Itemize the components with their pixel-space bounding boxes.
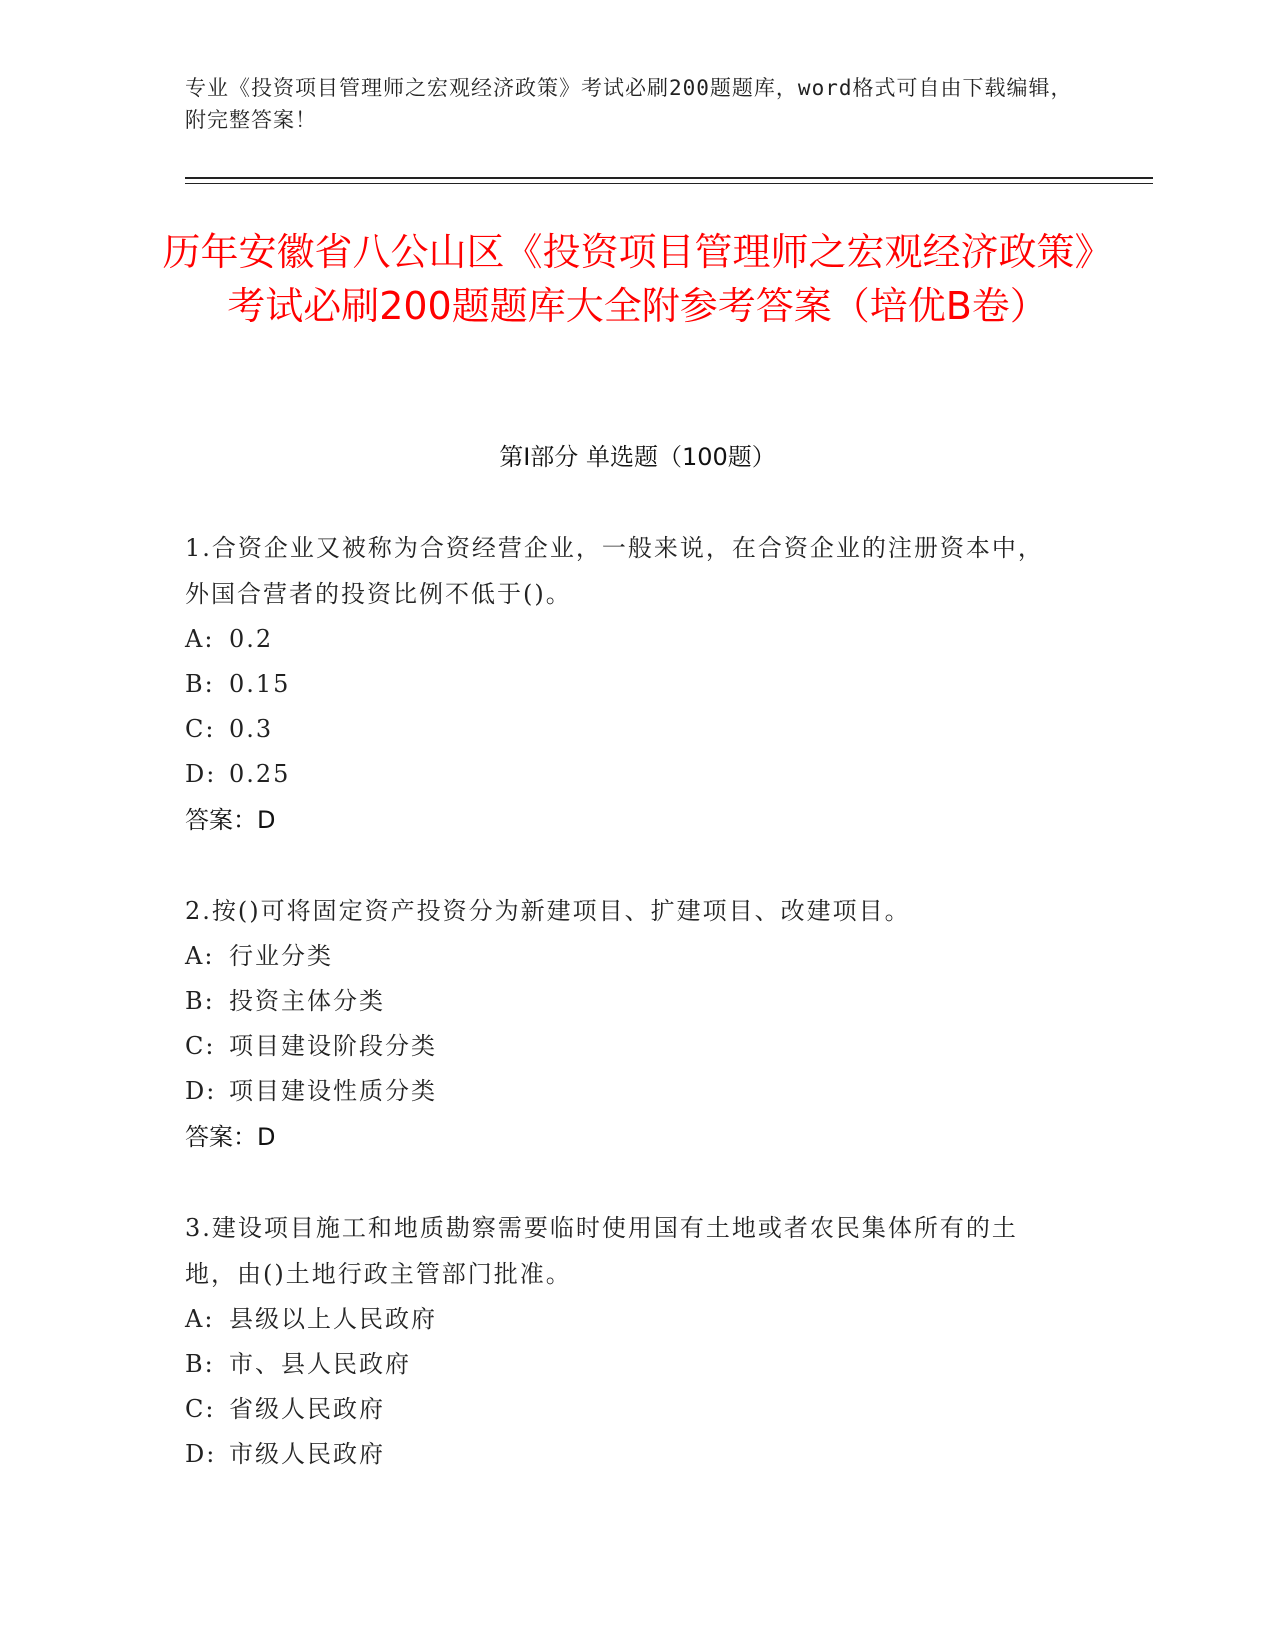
option-text: 项目建设性质分类 [229,1077,437,1105]
option-key: B: [185,987,215,1015]
option-a [185,1297,1065,1342]
option-key: D: [185,760,217,788]
option-key: C: [185,715,216,743]
question-list [185,525,1065,1522]
option-b [185,662,1065,707]
option-c [185,1387,1065,1432]
option-key: A: [185,1305,215,1333]
section-title: 第Ⅰ部分 单选题（100题） [499,443,776,471]
question-stem: 1.合资企业又被称为合资经营企业，一般来说，在合资企业的注册资本中，外国合营者的投资比例不低于()。 [185,534,1044,608]
option-text: 项目建设阶段分类 [229,1032,437,1060]
option-text: 0.2 [229,625,274,653]
answer-line: 答案：D [185,1123,276,1151]
option-b [185,979,1065,1024]
header-rule-thin [185,183,1153,184]
option-key: D: [185,1077,217,1105]
option-a [185,934,1065,979]
option-text: 0.25 [229,760,291,788]
option-text: 省级人民政府 [229,1395,385,1423]
option-d [185,1432,1065,1477]
question-item [185,1205,1065,1477]
option-key: A: [185,942,215,970]
option-c [185,707,1065,752]
option-key: C: [185,1395,216,1423]
option-b [185,1342,1065,1387]
option-key: B: [185,670,215,698]
question-stem: 3.建设项目施工和地质勘察需要临时使用国有土地或者农民集体所有的土地，由()土地行政主管部门批准。 [185,1214,1018,1288]
option-key: B: [185,1350,215,1378]
option-key: A: [185,625,215,653]
option-key: C: [185,1032,216,1060]
option-a [185,617,1065,662]
question-stem: 2.按()可将固定资产投资分为新建项目、扩建项目、改建项目。 [185,897,911,925]
option-key: D: [185,1440,217,1468]
option-text: 市、县人民政府 [229,1350,411,1378]
question-item [185,888,1065,1160]
option-d [185,1069,1065,1114]
option-c [185,1024,1065,1069]
option-text: 市级人民政府 [229,1440,385,1468]
option-text: 投资主体分类 [229,987,385,1015]
option-d [185,752,1065,797]
question-item [185,525,1065,843]
answer-line: 答案：D [185,806,276,834]
option-text: 0.15 [229,670,291,698]
document-title: 历年安徽省八公山区《投资项目管理师之宏观经济政策》考试必刷200题题库大全附参考答案（培优B卷） [162,230,1113,328]
header-rule-thick [185,177,1153,179]
option-text: 0.3 [229,715,274,743]
option-text: 县级以上人民政府 [229,1305,437,1333]
header-note: 专业《投资项目管理师之宏观经济政策》考试必刷200题题库，word格式可自由下载编辑，附完整答案！ [185,76,1073,132]
option-text: 行业分类 [229,942,333,970]
